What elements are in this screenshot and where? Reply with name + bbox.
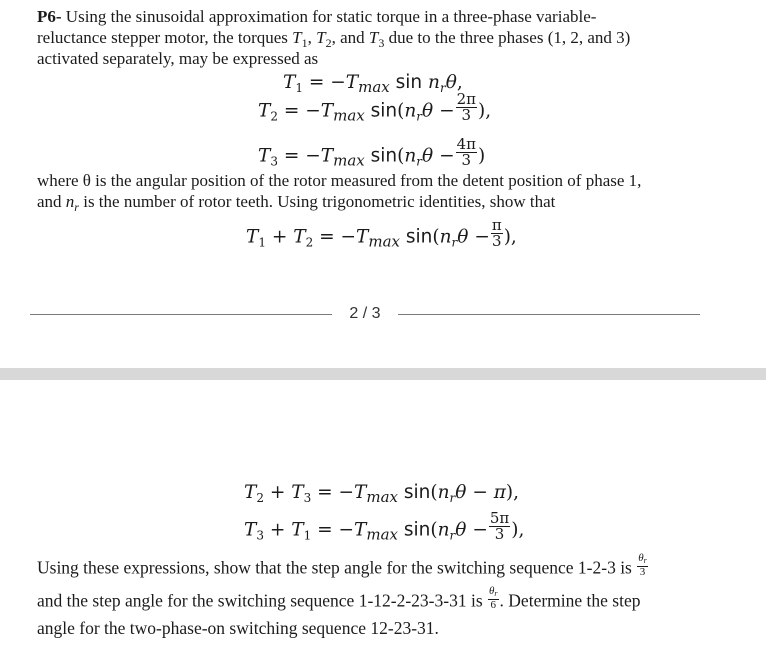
denominator: 3 <box>492 232 502 250</box>
fraction-4pi-3 <box>456 137 477 168</box>
where-text-line-1: where θ is the angular position of the rotor measured from the detent position of phase 1, <box>37 171 642 190</box>
theta: θ <box>455 482 467 503</box>
theta: θ <box>422 145 434 167</box>
r-sub: r <box>416 109 423 124</box>
t-symbol: T <box>283 72 296 93</box>
theta: θ <box>445 72 457 93</box>
paren: ( <box>430 519 438 541</box>
theta: θ <box>638 552 644 564</box>
max-sub: max <box>366 488 398 506</box>
equation-t2-plus-t3 <box>244 482 519 509</box>
using-text-line-3: angle for the two-phase-on switching sequence 12-23-31. <box>37 618 439 638</box>
theta: θ <box>489 585 495 597</box>
r-sub: r <box>416 154 423 169</box>
intro-text-1: Using the sinusoidal approximation for static torque in a three-phase variable- <box>65 7 597 26</box>
plus: + <box>263 519 292 541</box>
minus: − <box>474 226 490 248</box>
t-symbol: T <box>246 226 259 248</box>
t-symbol: T <box>356 226 369 248</box>
sin: sin <box>370 145 398 167</box>
fraction-pi-3 <box>491 218 503 249</box>
n: n <box>428 72 440 93</box>
minus: − <box>338 482 355 503</box>
t-symbol: T <box>316 28 326 47</box>
plus: + <box>263 482 292 503</box>
t-symbol: T <box>258 100 271 122</box>
minus: − <box>305 100 321 122</box>
t-symbol: T <box>258 145 271 167</box>
sub: 1 <box>258 235 266 250</box>
sub: 1 <box>295 81 303 95</box>
t-symbol: T <box>291 519 304 541</box>
using-text-3: . Determine the step <box>499 590 641 611</box>
equation-t1-plus-t2 <box>246 216 517 254</box>
plus: + <box>265 226 294 248</box>
t-symbol: T <box>345 72 359 93</box>
t-symbol: T <box>368 28 379 47</box>
sin: sin <box>405 226 433 248</box>
t-symbol: T <box>291 482 304 503</box>
sub: 2 <box>325 36 332 50</box>
r-sub: r <box>451 235 458 250</box>
paren: ), <box>505 482 520 503</box>
paren: ) <box>478 145 486 167</box>
sin: sin <box>403 482 431 503</box>
theta: θ <box>422 100 434 122</box>
eq-sign: = <box>311 519 339 541</box>
using-text-2: and the step angle for the switching sequence 1-12-2-23-3-31 is <box>37 590 483 611</box>
n: n <box>404 100 417 122</box>
problem-label: P6- <box>37 7 62 26</box>
paren: ( <box>397 145 405 167</box>
sin: sin <box>395 72 423 93</box>
using-text-line-1 <box>37 552 649 582</box>
numerator <box>637 553 648 566</box>
numerator: π <box>491 216 502 234</box>
equation-t2 <box>258 90 492 128</box>
t-symbol: T <box>244 482 257 503</box>
separator-rule-left <box>30 314 332 315</box>
where-text-2a: and <box>37 192 66 211</box>
paren: ( <box>430 482 438 503</box>
sub: 2 <box>270 109 278 124</box>
denominator: 6 <box>488 599 499 611</box>
problem-text-line-3: activated separately, may be expressed as <box>37 49 319 68</box>
denominator: 3 <box>489 526 510 542</box>
page-separator <box>0 302 766 326</box>
t-symbol: T <box>244 519 257 541</box>
using-text-line-2 <box>37 585 641 615</box>
sub: 3 <box>378 36 385 50</box>
theta: θ <box>455 519 467 541</box>
sub: 2 <box>305 235 314 250</box>
paren: ( <box>397 100 405 122</box>
t-symbol: T <box>293 226 306 248</box>
paren: ( <box>432 226 440 248</box>
intro-text-2c: due to the three phases (1, 2, and 3) <box>384 28 631 47</box>
n: n <box>439 226 452 248</box>
t-symbol: T <box>354 519 367 541</box>
r-sub: r <box>494 589 498 598</box>
minus: − <box>439 100 455 122</box>
where-text-line-2 <box>37 192 555 215</box>
problem-text-line-2 <box>37 28 630 51</box>
eq-sign: = <box>277 145 306 167</box>
minus: − <box>340 226 357 248</box>
max-sub: max <box>366 525 398 544</box>
fraction-2pi-3 <box>456 92 477 123</box>
max-sub: max <box>368 232 400 251</box>
t-symbol: T <box>292 28 302 47</box>
page-gap <box>0 368 766 380</box>
page-number: 2 / 3 <box>349 305 381 322</box>
minus: − <box>472 519 488 541</box>
r-sub: r <box>74 200 79 214</box>
fraction-theta-r-over-6 <box>488 586 499 611</box>
comma: , <box>456 72 463 93</box>
paren: ), <box>503 226 517 248</box>
numerator: 5π <box>489 509 510 527</box>
pdf-page-3 <box>0 380 766 655</box>
r-sub: r <box>643 556 647 565</box>
sub: 1 <box>303 528 312 543</box>
sin: sin <box>403 519 431 541</box>
equation-t3-plus-t1 <box>244 509 525 547</box>
fraction-theta-r-over-3 <box>637 553 648 578</box>
t-symbol: T <box>354 482 367 503</box>
r-sub: r <box>439 81 446 95</box>
pi: π <box>493 482 506 503</box>
max-sub: max <box>333 106 365 125</box>
n: n <box>404 145 417 167</box>
minus: − <box>305 145 321 167</box>
minus: − <box>439 145 455 167</box>
eq-sign: = <box>311 482 339 503</box>
equation-t3 <box>258 135 486 173</box>
intro-text-2b: , and <box>331 28 369 47</box>
n: n <box>437 482 450 503</box>
using-text-1: Using these expressions, show that the step angle for the switching sequence 1-2-3 is <box>37 557 632 578</box>
sub: 3 <box>303 491 312 505</box>
minus: − <box>472 482 488 503</box>
sin: sin <box>370 100 398 122</box>
eq-sign: = <box>302 72 331 93</box>
problem-text-line-1 <box>37 6 723 27</box>
equation-t1 <box>283 72 463 99</box>
max-sub: max <box>358 78 390 96</box>
denominator: 3 <box>637 566 648 578</box>
eq-sign: = <box>277 100 306 122</box>
sub: 2 <box>256 491 264 505</box>
numerator: 4π <box>456 135 476 153</box>
where-text-2b: is the number of rotor teeth. Using trigonometric identities, show that <box>78 192 556 211</box>
max-sub: max <box>333 151 365 170</box>
separator-rule-right <box>398 314 700 315</box>
r-sub: r <box>449 491 456 505</box>
n: n <box>65 192 75 211</box>
r-sub: r <box>449 528 456 543</box>
t-symbol: T <box>320 145 334 167</box>
sep: , <box>307 28 317 47</box>
minus: − <box>338 519 355 541</box>
sub: 1 <box>301 36 308 50</box>
n: n <box>437 519 450 541</box>
denominator: 3 <box>456 152 477 168</box>
t-symbol: T <box>320 100 334 122</box>
denominator: 3 <box>456 107 477 123</box>
paren: ), <box>478 100 492 122</box>
numerator <box>488 586 499 599</box>
intro-text-2a: reluctance stepper motor, the torques <box>37 28 293 47</box>
sub: 3 <box>270 154 278 169</box>
theta: θ <box>457 226 469 248</box>
fraction-5pi-3 <box>489 511 510 542</box>
sub: 3 <box>256 528 264 543</box>
minus: − <box>330 72 346 93</box>
numerator: 2π <box>456 90 476 108</box>
eq-sign: = <box>313 226 341 248</box>
paren: ), <box>511 519 525 541</box>
